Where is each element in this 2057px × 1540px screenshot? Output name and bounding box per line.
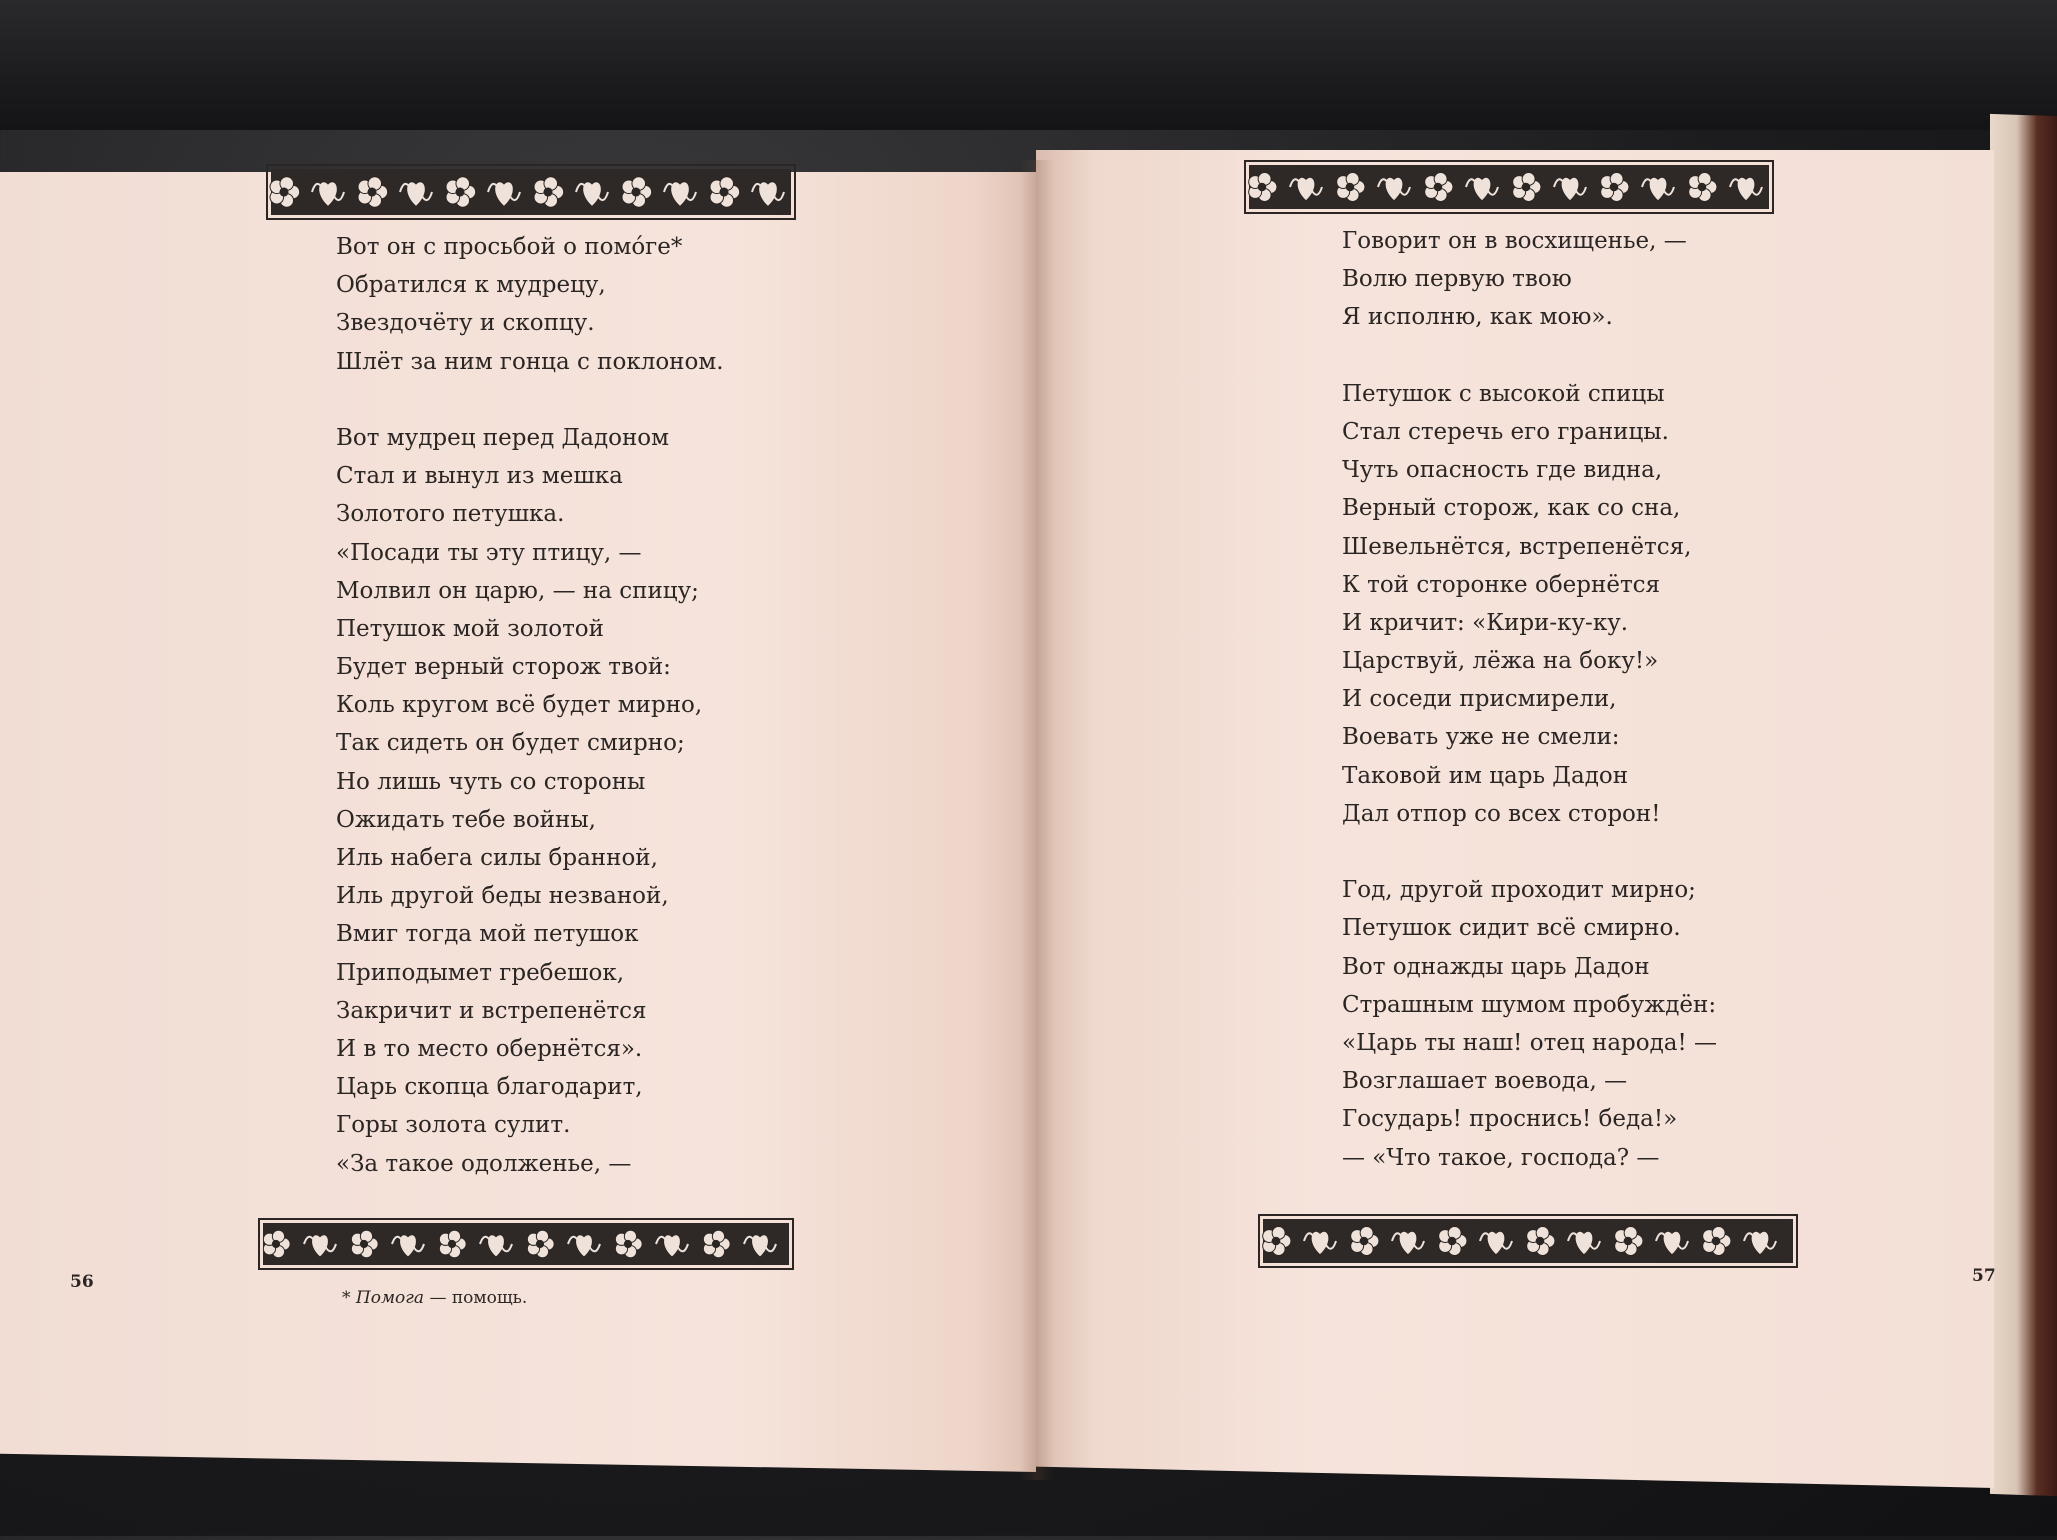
verse-line: Воевать уже не смели: — [1342, 724, 1620, 751]
verse-line: Чуть опасность где видна, — [1342, 457, 1663, 484]
verse-line: Год, другой проходит мирно; — [1342, 877, 1696, 904]
verse-line: Петушок с высокой спицы — [1342, 380, 1665, 407]
verse-line: Дал отпор со всех сторон! — [1342, 800, 1661, 827]
verse-line: Будет верный сторож твой: — [336, 654, 671, 681]
verse-line: Вмиг тогда мой петушок — [336, 921, 639, 948]
book-gutter — [1020, 160, 1054, 1480]
verse-line — [1342, 833, 1717, 871]
verse-line: Верный сторож, как со сна, — [1342, 495, 1681, 522]
verse-line — [336, 381, 724, 419]
verse-line: — «Что такое, господа? — — [1342, 1144, 1660, 1171]
footnote-term: Помога — [355, 1288, 425, 1308]
verse-line: Я исполню, как мою». — [1342, 304, 1613, 331]
verse-line: Стал и вынул из мешка — [336, 463, 623, 490]
verse-line: Вот он с просьбой о помóге* — [336, 234, 683, 260]
verse-line: Звездочёту и скопцу. — [336, 310, 595, 337]
verse-line: Так сидеть он будет смирно; — [336, 730, 685, 757]
verse-line: Петушок мой золотой — [336, 615, 604, 642]
verse-line: Волю первую твою — [1342, 266, 1572, 293]
verse-line: Золотого петушка. — [336, 501, 565, 528]
verse-line: Ожидать тебе войны, — [336, 806, 596, 833]
verse-line: Стал стеречь его границы. — [1342, 418, 1669, 445]
open-book — [0, 60, 2057, 1540]
verse-line: Молвил он царю, — на спицу; — [336, 577, 699, 604]
left-page-verse — [336, 228, 724, 1183]
verse-line: Иль другой беды незваной, — [336, 883, 669, 910]
verse-line: «Царь ты наш! отец народа! — — [1342, 1029, 1718, 1056]
page-number-left: 56 — [70, 1272, 94, 1292]
verse-line: Коль кругом всё будет мирно, — [336, 692, 703, 719]
verse-line: Царствуй, лёжа на боку!» — [1342, 648, 1659, 675]
verse-line: Обратился к мудрецу, — [336, 272, 606, 299]
verse-line: Страшным шумом пробуждён: — [1342, 991, 1717, 1018]
verse-line: Вот мудрец перед Дадоном — [336, 424, 670, 451]
verse-line: Иль набега силы бранной, — [336, 845, 658, 871]
verse-line: К той сторонке обернётся — [1342, 571, 1661, 598]
verse-line: И в то место обернётся». — [336, 1035, 643, 1062]
verse-line: И кричит: «Кири-ку-ку. — [1342, 609, 1629, 636]
left-bottom-ornament — [258, 1218, 794, 1270]
verse-line: И соседи присмирели, — [1342, 686, 1617, 713]
verse-line: «Посади ты эту птицу, — — [336, 539, 642, 566]
right-top-ornament — [1244, 160, 1774, 214]
verse-line — [1342, 337, 1717, 375]
verse-line: Вот однажды царь Дадон — [1342, 953, 1650, 980]
verse-line: «За такое одолженье, — — [336, 1150, 632, 1177]
verse-line: Шлёт за ним гонца с поклоном. — [336, 348, 724, 375]
verse-line: Говорит он в восхищенье, — — [1342, 228, 1687, 254]
right-bottom-ornament — [1258, 1214, 1798, 1268]
footnote — [342, 1288, 527, 1308]
right-page-verse — [1342, 222, 1717, 1177]
verse-line: Возглашает воевода, — — [1342, 1068, 1628, 1095]
verse-line: Шевельнётся, встрепенётся, — [1342, 533, 1692, 560]
verse-line: Таковой им царь Дадон — [1342, 762, 1629, 789]
verse-line: Петушок сидит всё смирно. — [1342, 915, 1681, 942]
book-cover-edge — [1990, 114, 2057, 1496]
verse-line: Приподымет гребешок, — [336, 959, 625, 986]
page-number-right: 57 — [1972, 1266, 1996, 1286]
verse-line: Но лишь чуть со стороны — [336, 768, 646, 795]
verse-line: Государь! проснись! беда!» — [1342, 1106, 1678, 1133]
footnote-marker: * — [342, 1288, 351, 1308]
left-top-ornament — [266, 164, 796, 220]
footnote-definition: — помощь. — [429, 1288, 528, 1308]
verse-line: Закричит и встрепенётся — [336, 997, 647, 1024]
verse-line: Горы золота сулит. — [336, 1112, 571, 1139]
verse-line: Царь скопца благодарит, — [336, 1074, 643, 1101]
